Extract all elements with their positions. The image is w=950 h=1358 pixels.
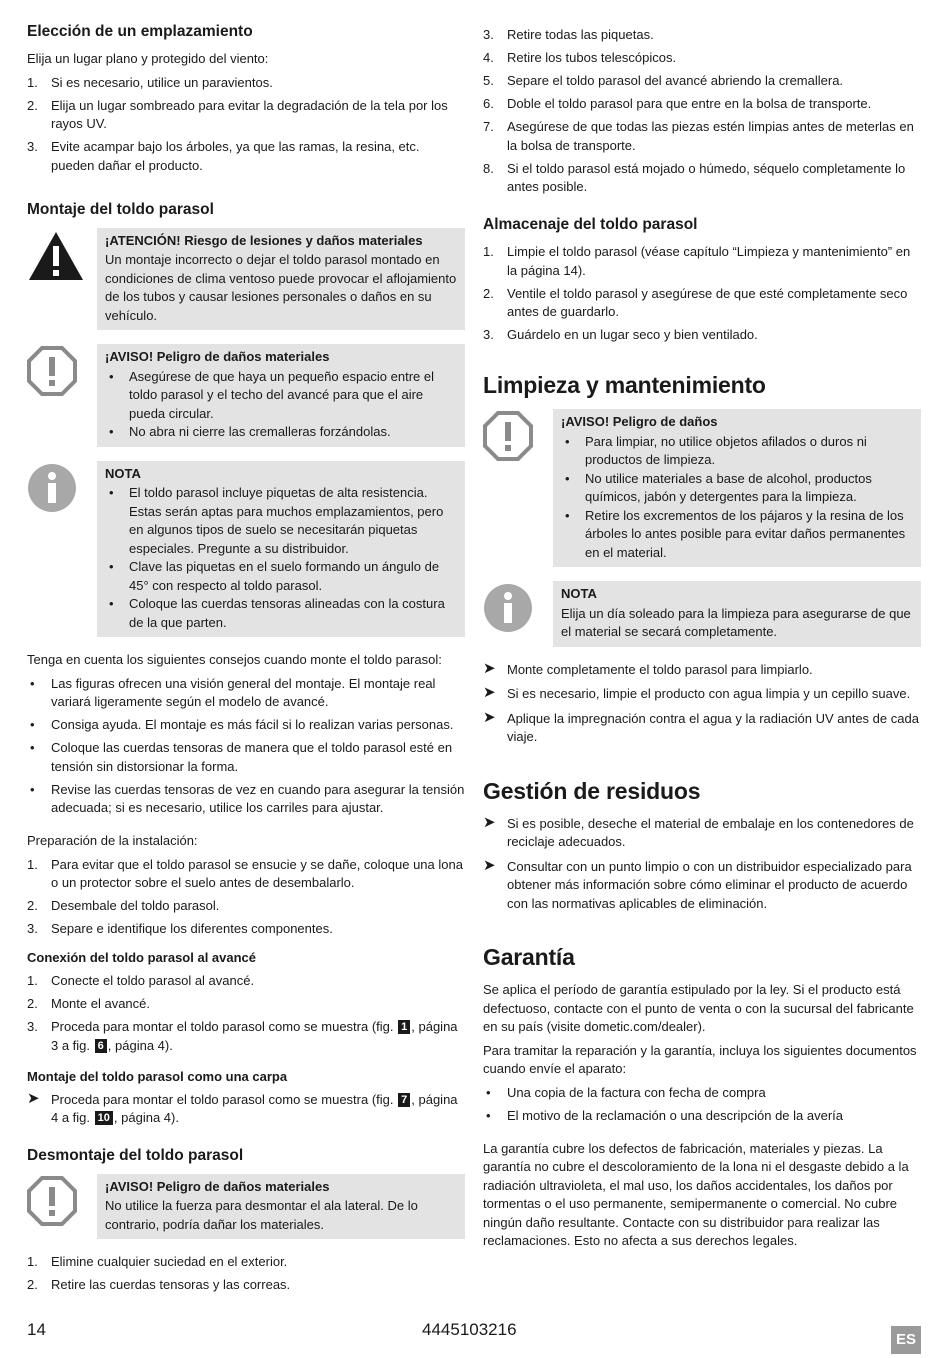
- notice-title: ¡AVISO! Peligro de daños materiales: [105, 1178, 330, 1194]
- note-title: NOTA: [105, 465, 141, 481]
- list-item: 3. Separe e identifique los diferentes componentes.: [27, 921, 333, 936]
- tips-list: [27, 675, 465, 818]
- list-item: ➤ Proceda para montar el toldo parasol como se muestra (fig. 7 , página 4 a fig. 10 , página 4).: [27, 1089, 458, 1125]
- list-item: 5. Separe el toldo parasol del avancé abriendo la cremallera.: [483, 73, 844, 88]
- list-item: 1. Limpie el toldo parasol (véase capítulo “Limpieza y mantenimiento” en la página 14).: [483, 244, 911, 278]
- right-column: [483, 22, 921, 1256]
- notice-title: ¡AVISO! Peligro de daños materiales: [105, 349, 330, 364]
- site-intro: Elija un lugar plano y protegido del viento:: [27, 51, 269, 66]
- warranty-paragraph: La garantía cubre los defectos de fabricación, materiales y piezas. La garantía no cubre el descoloramiento de la lona ni el desgaste debido a la radiación ultravioleta, el mal uso, los daños accidentales, los daños por tormentas o el uso permanente, semipermanente o comercial. No cubre ningún daño resultante. Contacte con su distribuidor para realizar las reclamaciones. Esto no afecta a sus derechos legales.: [483, 1140, 909, 1248]
- section-title-storage: Almacenaje del toldo parasol: [483, 216, 698, 233]
- list-item: • Para limpiar, no utilice objetos afilados o duros ni productos de limpieza.: [561, 433, 913, 470]
- arrow-icon: ➤: [483, 684, 496, 701]
- list-item: 1. Conecte el toldo parasol al avancé.: [27, 973, 255, 988]
- notice-box: [27, 344, 465, 447]
- list-item: • Las figuras ofrecen una visión general del montaje. El montaje real variará ligeramente según el modelo de avancé.: [27, 675, 465, 712]
- notice-octagon-icon: [27, 346, 77, 396]
- disassembly-list: [27, 1253, 465, 1295]
- list-item: 1. Si es necesario, utilice un paravientos.: [27, 74, 273, 90]
- figure-ref-badge: 7: [398, 1093, 410, 1107]
- chapter-title-cleaning: Limpieza y mantenimiento: [483, 372, 766, 398]
- list-item: • Revise las cuerdas tensoras de vez en cuando para asegurar la tensión adecuada; si es necesario, utilice los carriles para ajustar.: [27, 781, 465, 818]
- list-item: 2. Desembale del toldo parasol.: [27, 898, 220, 913]
- document-code: 4445103216: [422, 1320, 517, 1339]
- figure-ref-badge: 1: [398, 1020, 410, 1034]
- list-item: 3. Proceda para montar el toldo parasol como se muestra (fig. 1 , página 3 a fig. 6 , página 4).: [27, 1019, 458, 1053]
- section-title-site: Elección de un emplazamiento: [27, 23, 253, 40]
- notice-octagon-icon: [483, 411, 533, 461]
- warranty-paragraph: Se aplica el período de garantía estipulado por la ley. Si el producto está defectuoso, contacte con el punto de venta o con la sucursal del fabricante en su país (visite dometic.com/dealer).: [483, 982, 914, 1034]
- warranty-paragraph: Para tramitar la reparación y la garantía, incluya los siguientes documentos cuando envíe el aparato:: [483, 1042, 917, 1076]
- list-item: ➤ Si es necesario, limpie el producto con agua limpia y un cepillo suave.: [483, 684, 911, 701]
- warning-title: ¡ATENCIÓN! Riesgo de lesiones y daños materiales: [105, 232, 423, 248]
- list-item: • Una copia de la factura con fecha de compra: [483, 1084, 921, 1103]
- section-title-disassembly: Desmontaje del toldo parasol: [27, 1146, 244, 1164]
- list-item: 1. Elimine cualquier suciedad en el exterior.: [27, 1254, 288, 1269]
- list-item: 3. Retire todas las piquetas.: [483, 27, 654, 42]
- page-number: 14: [27, 1320, 46, 1339]
- notice-box: [483, 409, 921, 567]
- note-title: NOTA: [561, 586, 597, 601]
- notice-box: [27, 1174, 465, 1240]
- site-list: [27, 74, 465, 176]
- warranty-list: [483, 1084, 921, 1126]
- info-circle-icon: [483, 583, 533, 633]
- list-item: 7. Asegúrese de que todas las piezas estén limpias antes de meterlas en la bolsa de transporte.: [483, 119, 914, 153]
- list-item: • No utilice materiales a base de alcohol, productos químicos, jabón y detergentes para la limpieza.: [561, 470, 913, 507]
- warning-box: [27, 228, 465, 331]
- warning-text: Un montaje incorrecto o dejar el toldo parasol montado en condiciones de clima ventoso puede provocar el aflojamiento de los tubos y causar lesiones personales o daños en su vehículo.: [105, 252, 457, 323]
- note-box: [27, 461, 465, 638]
- chapter-title-warranty: Garantía: [483, 944, 575, 970]
- list-item: • Coloque las cuerdas tensoras de manera que el toldo parasol esté en tensión sin distorsionar la forma.: [27, 739, 465, 776]
- notice-title: ¡AVISO! Peligro de daños: [561, 414, 718, 429]
- list-item: 3. Guárdelo en un lugar seco y bien ventilado.: [483, 327, 758, 342]
- waste-steps: [483, 815, 921, 914]
- note-box: [483, 581, 921, 647]
- list-item: • No abra ni cierre las cremalleras forzándolas.: [105, 423, 457, 442]
- list-item: 2. Elija un lugar sombreado para evitar la degradación de la tela por los rayos UV.: [27, 97, 448, 131]
- language-badge: ES: [891, 1326, 921, 1354]
- chapter-title-waste: Gestión de residuos: [483, 777, 701, 804]
- info-circle-icon: [27, 463, 77, 513]
- tent-list: [27, 1091, 465, 1128]
- figure-ref-badge: 6: [95, 1039, 107, 1053]
- prep-list: [27, 856, 465, 939]
- notice-text: No utilice la fuerza para desmontar el ala lateral. De lo contrario, podría dañar los materiales.: [105, 1198, 418, 1232]
- list-item: • Asegúrese de que haya un pequeño espacio entre el toldo parasol y el techo del avancé para que el aire pueda circular.: [105, 368, 457, 424]
- list-item: ➤ Aplique la impregnación contra el agua y la radiación UV antes de cada viaje.: [483, 708, 919, 744]
- list-item: • El toldo parasol incluye piquetas de alta resistencia. Estas serán aptas para muchos emplazamientos, pero en algunos tipos de suelo se necesitarán piquetas especiales. Pregunte a su distribuidor.: [105, 484, 457, 558]
- arrow-icon: ➤: [483, 813, 496, 831]
- arrow-icon: ➤: [27, 1089, 40, 1107]
- section-title-assembly: Montaje del toldo parasol: [27, 200, 214, 218]
- left-column: [27, 22, 465, 1299]
- prep-intro: Preparación de la instalación:: [27, 833, 198, 848]
- list-item: 6. Doble el toldo parasol para que entre en la bolsa de transporte.: [483, 96, 872, 111]
- list-item: 4. Retire los tubos telescópicos.: [483, 50, 677, 65]
- list-item: 3. Evite acampar bajo los árboles, ya que las ramas, la resina, etc. pueden dañar el producto.: [27, 139, 420, 173]
- tips-intro: Tenga en cuenta los siguientes consejos cuando monte el toldo parasol:: [27, 652, 442, 667]
- list-item: • Clave las piquetas en el suelo formando un ángulo de 45° con respecto al toldo parasol.: [105, 558, 457, 595]
- note-text: Elija un día soleado para la limpieza para asegurarse de que el material se secará completamente.: [561, 605, 911, 639]
- list-item: • El motivo de la reclamación o una descripción de la avería: [483, 1107, 921, 1126]
- warning-triangle-icon: [27, 230, 85, 282]
- list-item: 8. Si el toldo parasol está mojado o húmedo, séquelo completamente lo antes posible.: [483, 160, 906, 194]
- section-title-connection: Conexión del toldo parasol al avancé: [27, 950, 257, 965]
- notice-octagon-icon: [27, 1176, 77, 1226]
- list-item: ➤ Monte completamente el toldo parasol para limpiarlo.: [483, 659, 813, 677]
- disassembly-list-continued: [483, 26, 921, 197]
- cleaning-steps: [483, 661, 921, 747]
- storage-list: [483, 243, 921, 345]
- list-item: 2. Retire las cuerdas tensoras y las correas.: [27, 1277, 291, 1292]
- arrow-icon: ➤: [483, 659, 496, 677]
- list-item: ➤ Consultar con un punto limpio o con un distribuidor especializado para obtener más información sobre cómo eliminar el producto de acuerdo con las normativas aplicables de eliminación.: [483, 856, 912, 911]
- list-item: 2. Monte el avancé.: [27, 996, 151, 1011]
- list-item: 1. Para evitar que el toldo parasol se ensucie y se dañe, coloque una lona o un protector sobre el suelo antes de desembalarlo.: [27, 856, 463, 890]
- list-item: • Coloque las cuerdas tensoras alineadas con la costura de la que parten.: [105, 595, 457, 632]
- list-item: • Retire los excrementos de los pájaros y la resina de los árboles lo antes posible para evitar daños permanentes en el material.: [561, 507, 913, 563]
- connection-list: [27, 972, 465, 1055]
- list-item: • Consiga ayuda. El montaje es más fácil si lo realizan varias personas.: [27, 716, 465, 735]
- list-item: 2. Ventile el toldo parasol y asegúrese de que esté completamente seco antes de guardarlo.: [483, 285, 908, 319]
- figure-ref-badge: 10: [95, 1111, 113, 1125]
- arrow-icon: ➤: [483, 708, 496, 726]
- arrow-icon: ➤: [483, 856, 496, 874]
- section-title-tent: Montaje del toldo parasol como una carpa: [27, 1068, 288, 1084]
- list-item: ➤ Si es posible, deseche el material de embalaje en los contenedores de reciclaje adecuados.: [483, 813, 914, 849]
